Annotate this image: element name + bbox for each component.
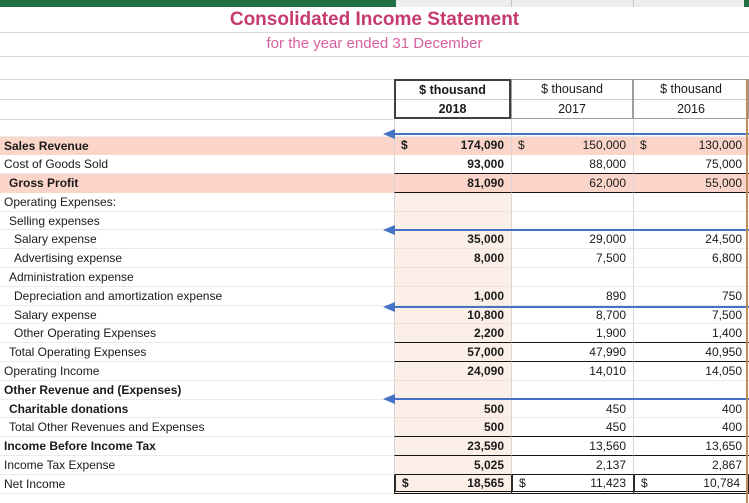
trace-arrow-icon [395,133,749,135]
cell-other-operating-expenses-2016[interactable]: 1,400 [633,324,749,343]
column-unit-2016: $ thousand [660,82,722,96]
trace-arrow-icon [395,229,749,231]
label-salary-expense-admin[interactable]: Salary expense [0,306,394,325]
green-accent-corner [744,0,749,7]
value-net-income-2016: 10,784 [703,475,740,490]
cell-operating-expenses-2018[interactable] [394,193,511,212]
currency-symbol: $ [640,138,647,153]
cell-salary-expense-admin-2016[interactable]: 7,500 [633,306,749,325]
cell-cost-of-goods-sold-2017[interactable]: 88,000 [511,155,633,174]
cell-total-other-revenues-2016[interactable]: 400 [633,418,749,437]
cell-net-income-2016[interactable] [633,475,749,494]
cell-operating-expenses-2017[interactable] [511,193,633,212]
cell-income-before-tax-2016[interactable]: 13,650 [633,437,749,456]
label-selling-expenses[interactable]: Selling expenses [0,212,394,231]
cell-sales-revenue-2016[interactable] [633,137,749,156]
cell-total-operating-expenses-2017[interactable]: 47,990 [511,343,633,362]
cell-advertising-expense-2017[interactable]: 7,500 [511,249,633,268]
cell-total-operating-expenses-2016[interactable]: 40,950 [633,343,749,362]
cell-other-operating-expenses-2018[interactable]: 2,200 [394,324,511,343]
cell-depreciation-amortization-2017[interactable]: 890 [511,287,633,306]
cell-income-tax-expense-2017[interactable]: 2,137 [511,456,633,475]
currency-symbol: $ [641,475,648,490]
cell-salary-expense-admin-2018[interactable]: 10,800 [394,306,511,325]
label-gross-profit[interactable]: Gross Profit [0,174,394,193]
cell-advertising-expense-2018[interactable]: 8,000 [394,249,511,268]
cell-operating-income-2017[interactable]: 14,010 [511,362,633,381]
cell-income-tax-expense-2016[interactable]: 2,867 [633,456,749,475]
cell-spacer-label[interactable] [0,119,394,137]
cell-net-income-2018[interactable] [394,475,511,494]
label-advertising-expense[interactable]: Advertising expense [0,249,394,268]
cell-gross-profit-2018[interactable]: 81,090 [394,174,511,193]
value-sales-revenue-2016: 130,000 [698,138,742,153]
currency-symbol: $ [402,475,409,490]
cell-sales-revenue-2018[interactable] [394,137,511,156]
column-header-2016[interactable] [633,79,749,119]
label-cost-of-goods-sold[interactable]: Cost of Goods Sold [0,155,394,174]
label-operating-income[interactable]: Operating Income [0,362,394,381]
cell-advertising-expense-2016[interactable]: 6,800 [633,249,749,268]
trace-arrow-icon [395,306,749,308]
cell-salary-expense-selling-2017[interactable]: 29,000 [511,230,633,249]
label-operating-expenses[interactable]: Operating Expenses: [0,193,394,212]
currency-symbol: $ [401,138,408,153]
cell-other-revenue-expenses-2018[interactable] [394,381,511,400]
page-break-edge [746,79,748,503]
label-other-revenue-expenses[interactable]: Other Revenue and (Expenses) [0,381,394,400]
column-tick [633,0,634,7]
label-administration-expense[interactable]: Administration expense [0,268,394,287]
cell-gross-profit-2017[interactable]: 62,000 [511,174,633,193]
column-header-2017[interactable] [511,79,633,119]
currency-symbol: $ [519,475,526,490]
cell-net-income-2017[interactable] [511,475,633,494]
cell-other-operating-expenses-2017[interactable]: 1,900 [511,324,633,343]
label-income-before-income-tax[interactable]: Income Before Income Tax [0,437,394,456]
cell-selling-expenses-2016[interactable] [633,212,749,231]
column-header-2018[interactable] [394,79,511,119]
cell-income-before-tax-2017[interactable]: 13,560 [511,437,633,456]
cell-cost-of-goods-sold-2018[interactable]: 93,000 [394,155,511,174]
cell-charitable-donations-2016[interactable]: 400 [633,400,749,419]
cell-operating-income-2016[interactable]: 14,050 [633,362,749,381]
cell-salary-expense-selling-2016[interactable]: 24,500 [633,230,749,249]
gridline [0,56,749,57]
label-charitable-donations[interactable]: Charitable donations [0,400,394,419]
cell-depreciation-amortization-2016[interactable]: 750 [633,287,749,306]
cell-gross-profit-2016[interactable]: 55,000 [633,174,749,193]
value-net-income-2017: 11,423 [590,475,626,490]
label-sales-revenue[interactable]: Sales Revenue [0,137,394,156]
label-depreciation-amortization-expense[interactable]: Depreciation and amortization expense [0,287,394,306]
value-sales-revenue-2018: 174,090 [460,138,504,153]
cell-operating-expenses-2016[interactable] [633,193,749,212]
value-sales-revenue-2017: 150,000 [582,138,626,153]
cell-income-tax-expense-2018[interactable]: 5,025 [394,456,511,475]
cell-salary-expense-admin-2017[interactable]: 8,700 [511,306,633,325]
column-year-2018: 2018 [396,99,509,118]
gridline [0,32,749,33]
cell-income-before-tax-2018[interactable]: 23,590 [394,437,511,456]
cell-selling-expenses-2018[interactable] [394,212,511,231]
column-tick [511,0,512,7]
cell-charitable-donations-2018[interactable]: 500 [394,400,511,419]
cell-administration-expense-2017[interactable] [511,268,633,287]
label-other-operating-expenses[interactable]: Other Operating Expenses [0,324,394,343]
cell-operating-income-2018[interactable]: 24,090 [394,362,511,381]
trace-arrow-icon [395,398,749,400]
cell-total-operating-expenses-2018[interactable]: 57,000 [394,343,511,362]
column-year-2017: 2017 [512,99,632,119]
page-title: Consolidated Income Statement [229,9,520,30]
value-net-income-2018: 18,565 [467,475,504,490]
cell-other-revenue-expenses-2017[interactable] [511,381,633,400]
column-unit-2017: $ thousand [541,82,603,96]
label-net-income[interactable]: Net Income [0,475,394,494]
cell-total-other-revenues-2017[interactable]: 450 [511,418,633,437]
cell-administration-expense-2016[interactable] [633,268,749,287]
cell-other-revenue-expenses-2016[interactable] [633,381,749,400]
gridline [0,79,394,80]
label-salary-expense-selling[interactable]: Salary expense [0,230,394,249]
cell-charitable-donations-2017[interactable]: 450 [511,400,633,419]
cell-salary-expense-selling-2018[interactable]: 35,000 [394,230,511,249]
label-total-operating-expenses[interactable]: Total Operating Expenses [0,343,394,362]
page-subtitle: for the year ended 31 December [266,35,483,52]
label-income-tax-expense[interactable]: Income Tax Expense [0,456,394,475]
currency-symbol: $ [518,138,525,153]
cell-selling-expenses-2017[interactable] [511,212,633,231]
cell-administration-expense-2018[interactable] [394,268,511,287]
column-year-2016: 2016 [634,99,748,119]
cell-total-other-revenues-2018[interactable]: 500 [394,418,511,437]
column-unit-2018: $ thousand [419,83,486,97]
cell-sales-revenue-2017[interactable] [511,137,633,156]
gridline [0,99,394,100]
green-accent-bar [0,0,396,7]
label-total-other-revenues-expenses[interactable]: Total Other Revenues and Expenses [0,418,394,437]
cell-depreciation-amortization-2018[interactable]: 1,000 [394,287,511,306]
cell-cost-of-goods-sold-2016[interactable]: 75,000 [633,155,749,174]
